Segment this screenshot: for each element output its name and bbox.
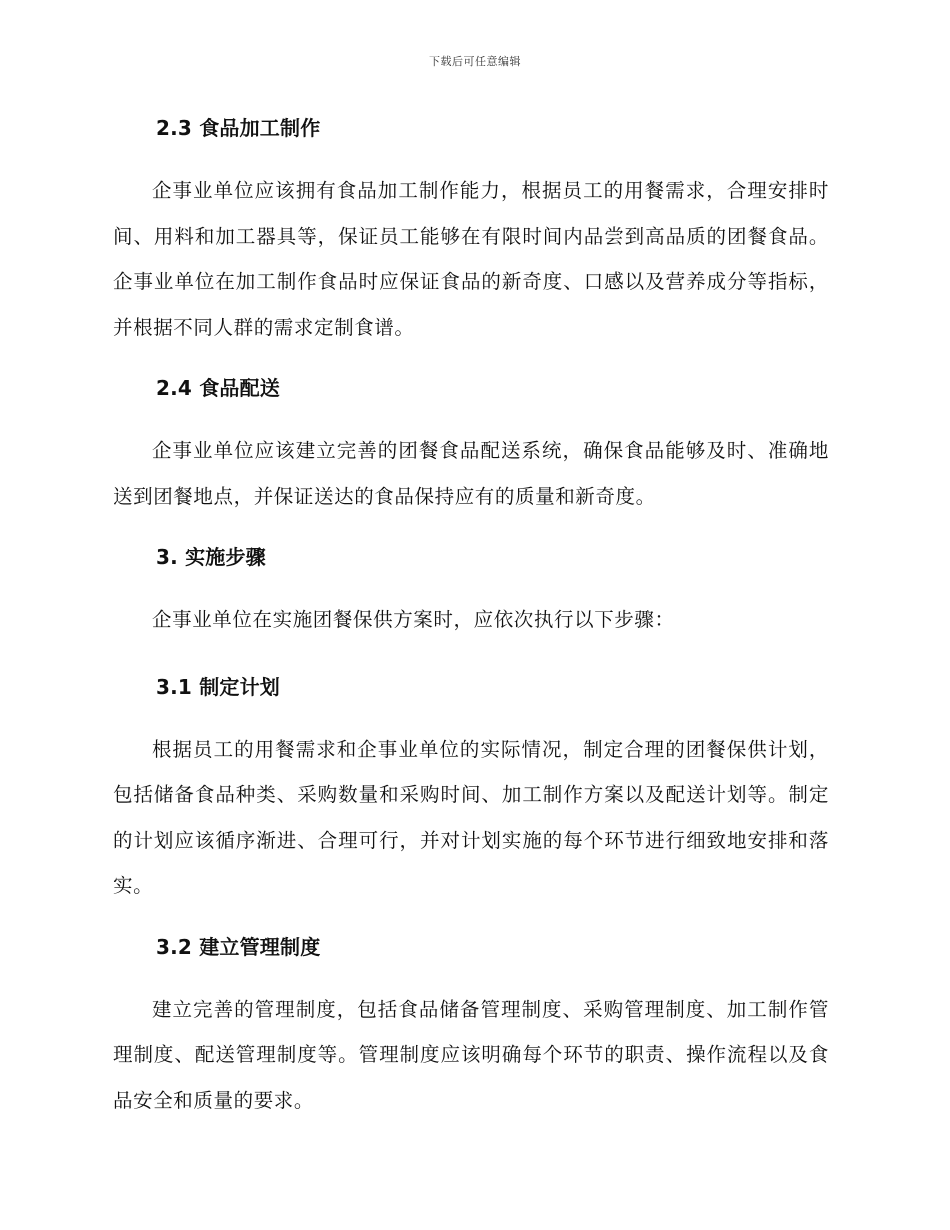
section-paragraph-3-1: 根据员工的用餐需求和企事业单位的实际情况，制定合理的团餐保供计划，包括储备食品种类、采购数量和采购时间、加工制作方案以及配送计划等。制定的计划应该循序渐进、合理可行，并对计划实施的每个环节进行细致地安排和落实。	[113, 737, 829, 897]
page-header: 下载后可任意编辑	[429, 55, 521, 68]
section-paragraph-3: 企事业单位在实施团餐保供方案时，应依次执行以下步骤：	[152, 608, 675, 631]
section-heading-2-4: 2.4 食品配送	[156, 376, 280, 400]
section-heading-3-2: 3.2 建立管理制度	[156, 934, 321, 959]
section-paragraph-2-4: 企事业单位应该建立完善的团餐食品配送系统，确保食品能够及时、准确地送到团餐地点，并保证送达的食品保持应有的质量和新奇度。	[113, 439, 829, 508]
section-heading-2-3: 2.3 食品加工制作	[156, 116, 321, 140]
section-paragraph-3-2: 建立完善的管理制度，包括食品储备管理制度、采购管理制度、加工制作管理制度、配送管理制度等。管理制度应该明确每个环节的职责、操作流程以及食品安全和质量的要求。	[113, 997, 829, 1112]
document-body	[113, 110, 829, 1143]
section-paragraph-2-3: 企事业单位应该拥有食品加工制作能力，根据员工的用餐需求，合理安排时间、用料和加工器具等，保证员工能够在有限时间内品尝到高品质的团餐食品。企事业单位在加工制作食品时应保证食品的新奇度、口感以及营养成分等指标，并根据不同人群的需求定制食谱。	[113, 179, 829, 339]
section-heading-3: 3. 实施步骤	[156, 545, 266, 569]
section-heading-3-1: 3.1 制定计划	[156, 674, 280, 699]
